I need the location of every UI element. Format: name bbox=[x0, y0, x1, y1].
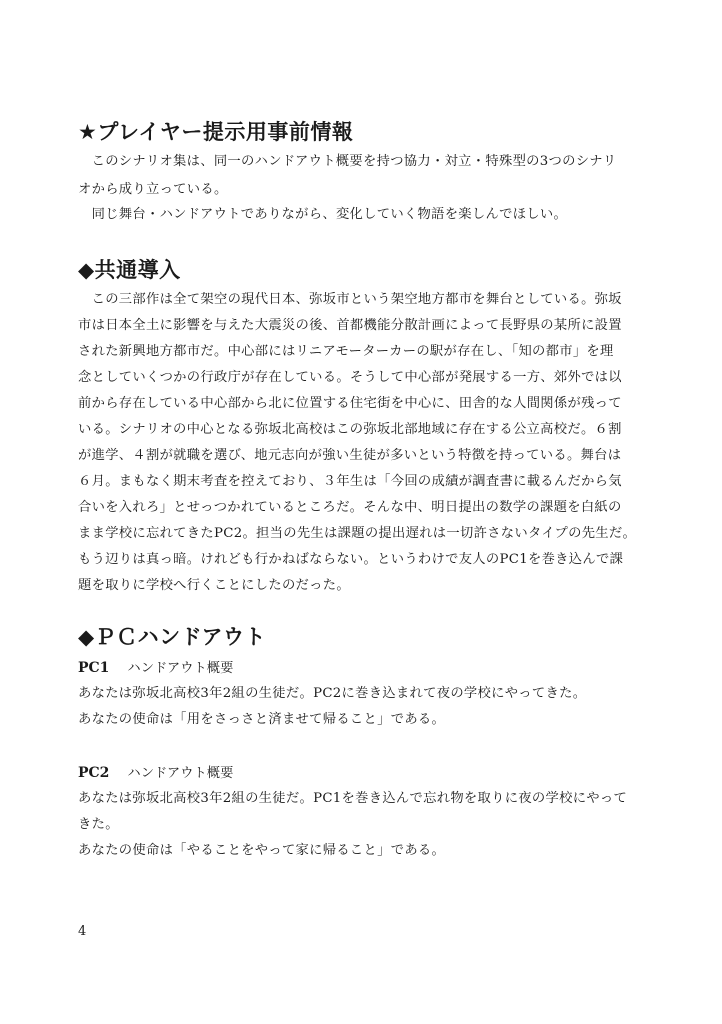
pc1-line: あなたの使命は「用をさっさと済ませて帰ること」である。 bbox=[78, 712, 446, 727]
pc2-line: あなたは弥坂北高校3年2組の生徒だ。PC1を巻き込んで忘れ物を取りに夜の学校にやって bbox=[78, 791, 628, 806]
paragraph-line: 同じ舞台・ハンドアウトでありながら、変化していく物語を楽しんでほしい。 bbox=[78, 207, 568, 222]
paragraph-line: が進学、４割が就職を選び、地元志向が強い生徒が多いという特徴を持っている。舞台は bbox=[78, 448, 622, 463]
pc2-label-row bbox=[78, 763, 233, 784]
pc1-heading: ハンドアウト概要 bbox=[127, 661, 234, 676]
pc1-label: PC1 bbox=[78, 660, 110, 676]
paragraph-line: 前から存在している中心部から北に位置する住宅街を中心に、田舎的な人間関係が残って bbox=[78, 396, 622, 411]
paragraph-line: 市は日本全土に影響を与えた大震災の後、首都機能分散計画によって長野県の某所に設置 bbox=[78, 318, 622, 333]
paragraph-line: このシナリオ集は、同一のハンドアウト概要を持つ協力・対立・特殊型の3つのシナリ bbox=[78, 154, 617, 169]
page-number: 4 bbox=[78, 924, 87, 939]
pc-handout-heading: ◆ＰＣハンドアウト bbox=[78, 625, 267, 649]
common-intro-heading: ◆共通導入 bbox=[78, 258, 181, 282]
paragraph-line: された新興地方都市だ。中心部にはリニアモーターカーの駅が存在し、「知の都市」を理 bbox=[78, 344, 614, 359]
pc2-label: PC2 bbox=[78, 765, 110, 781]
pc2-line: あなたの使命は「やることをやって家に帰ること」である。 bbox=[78, 843, 446, 858]
paragraph-line: いる。シナリオの中心となる弥坂北高校はこの弥坂北部地域に存在する公立高校だ。６割 bbox=[78, 422, 622, 437]
paragraph-line: ６月。まもなく期末考査を控えており、３年生は「今回の成績が調査書に載るんだから気 bbox=[78, 474, 622, 489]
paragraph-line: 念としていくつかの行政庁が存在している。そうして中心部が発展する一方、郊外では以 bbox=[78, 370, 622, 385]
paragraph-line: 題を取りに学校へ行くことにしたのだった。 bbox=[78, 578, 350, 593]
paragraph-line: まま学校に忘れてきたPC2。担当の先生は課題の提出遅れは一切許さないタイプの先生だ。 bbox=[78, 526, 637, 541]
player-info-heading: ★プレイヤー提示用事前情報 bbox=[78, 120, 354, 144]
pc1-label-row bbox=[78, 658, 233, 679]
paragraph-line: この三部作は全て架空の現代日本、弥坂市という架空地方都市を舞台としている。弥坂 bbox=[78, 292, 622, 307]
paragraph-line: オから成り立っている。 bbox=[78, 182, 228, 197]
pc1-line: あなたは弥坂北高校3年2組の生徒だ。PC2に巻き込まれて夜の学校にやってきた。 bbox=[78, 686, 587, 701]
paragraph-line: もう辺りは真っ暗。けれども行かねばならない。というわけで友人のPC1を巻き込んで課 bbox=[78, 552, 624, 567]
pc2-line: きた。 bbox=[78, 817, 119, 832]
paragraph-line: 合いを入れろ」とせっつかれているところだ。そんな中、明日提出の数学の課題を白紙の bbox=[78, 500, 622, 515]
pc2-heading: ハンドアウト概要 bbox=[127, 766, 234, 781]
